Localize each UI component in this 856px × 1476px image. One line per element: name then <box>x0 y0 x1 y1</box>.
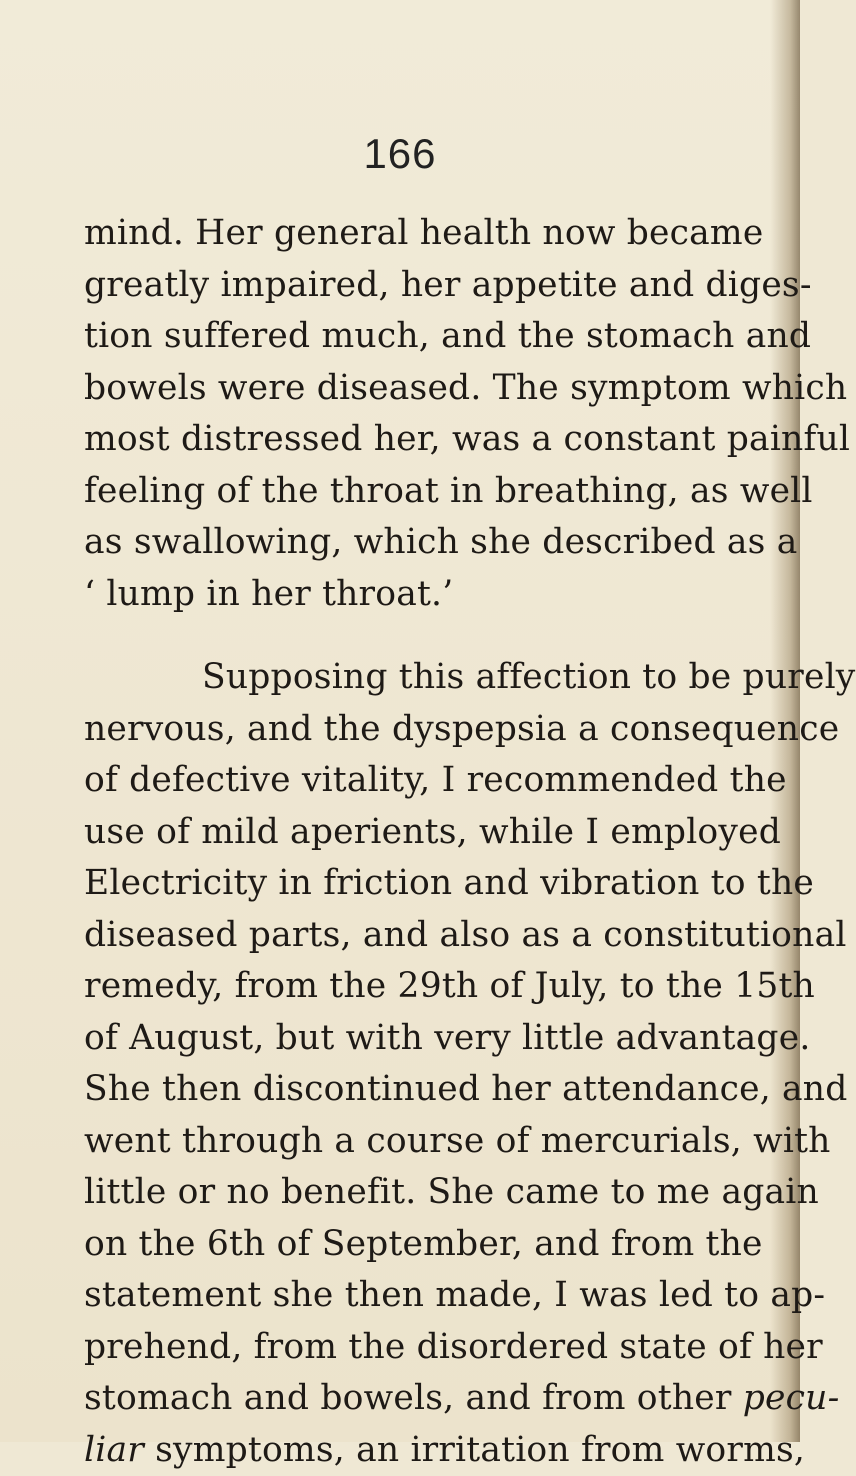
text-line: as swallowing, which she described as a <box>84 517 752 569</box>
paragraph <box>84 652 752 1476</box>
text-run: symptoms, an irritation from worms, <box>144 1430 805 1470</box>
italic-text: pecu- <box>743 1378 840 1418</box>
paragraph <box>84 208 752 620</box>
text-line: use of mild aperients, while I employed <box>84 807 752 859</box>
text-line: She then discontinued her attendance, and <box>84 1064 752 1116</box>
text-line: greatly impaired, her appetite and diges- <box>84 260 752 312</box>
text-line: most distressed her, was a constant painful <box>84 414 752 466</box>
text-line: of August, but with very little advantage. <box>84 1013 752 1065</box>
body-text <box>84 208 752 1476</box>
text-line: statement she then made, I was led to ap- <box>84 1270 752 1322</box>
page-number: 166 <box>0 130 800 178</box>
text-line: tion suffered much, and the stomach and <box>84 311 752 363</box>
text-line: prehend, from the disordered state of her <box>84 1322 752 1374</box>
text-line <box>84 1425 752 1476</box>
text-line: Supposing this affection to be purely <box>84 652 752 704</box>
paragraph-gap <box>84 620 752 652</box>
text-run: stomach and bowels, and from other <box>84 1378 743 1418</box>
text-line: diseased parts, and also as a constitutional <box>84 910 752 962</box>
text-line: on the 6th of September, and from the <box>84 1219 752 1271</box>
text-line: of defective vitality, I recommended the <box>84 755 752 807</box>
italic-text: liar <box>84 1430 144 1470</box>
text-line: Electricity in friction and vibration to the <box>84 858 752 910</box>
text-line: bowels were diseased. The symptom which <box>84 363 752 415</box>
text-line: ‘ lump in her throat.’ <box>84 569 752 621</box>
text-line: nervous, and the dyspepsia a consequence <box>84 704 752 756</box>
text-line: little or no benefit. She came to me again <box>84 1167 752 1219</box>
text-line: feeling of the throat in breathing, as well <box>84 466 752 518</box>
text-line: went through a course of mercurials, with <box>84 1116 752 1168</box>
text-line: mind. Her general health now became <box>84 208 752 260</box>
text-line <box>84 1373 752 1425</box>
text-line: remedy, from the 29th of July, to the 15th <box>84 961 752 1013</box>
